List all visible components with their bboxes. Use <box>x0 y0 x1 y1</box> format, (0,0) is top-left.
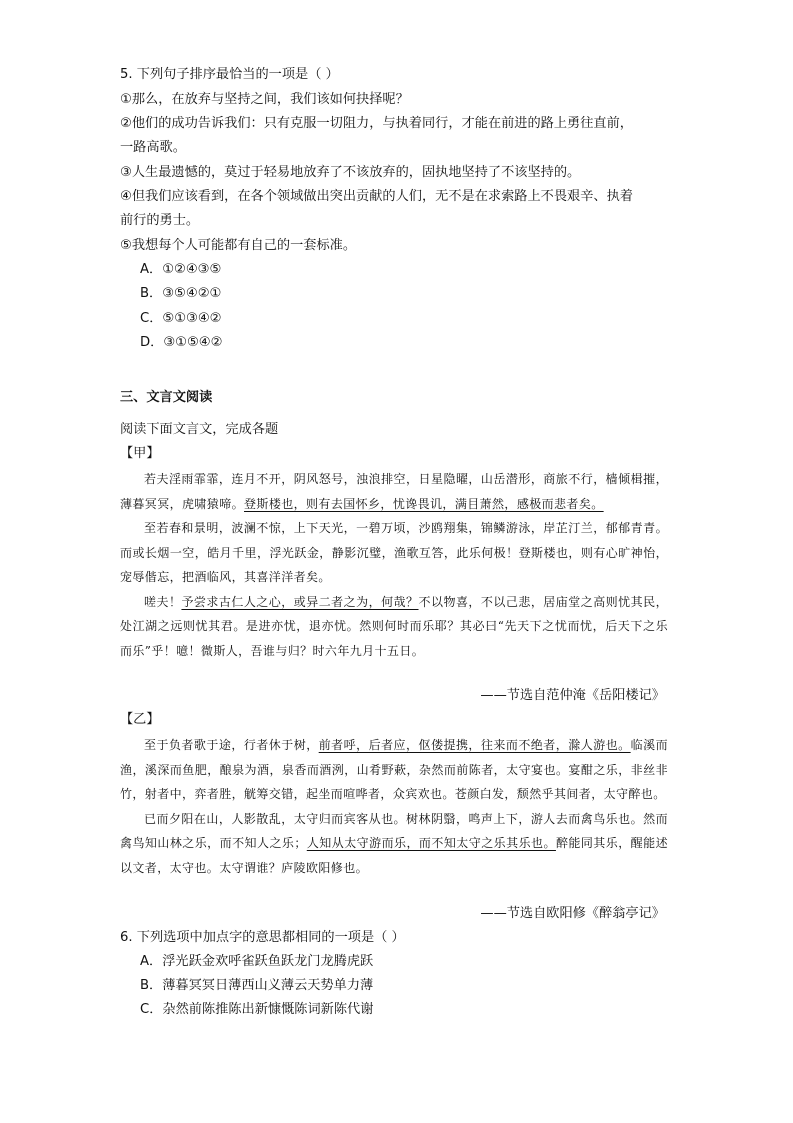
jia-paragraph-1 <box>120 467 668 516</box>
jia-paragraph-2: 至若春和景明，波澜不惊，上下天光，一碧万顷，沙鸥翔集，锦鳞游泳，岸芷汀兰，郁郁青青。而或长烟一空，皓月千里，浮光跃金，静影沉璧，渔歌互答，此乐何极！登斯楼也，则有心旷神怡，宠辱偕忘，把酒临风，其喜洋洋者矣。 <box>120 521 668 584</box>
yi-p2-text-b: 醉能同其乐，醒能述以文者，太守也。太守谓谁？庐陵欧阳修也。 <box>120 836 668 875</box>
yi-source: ——节选自欧阳修《醉翁亭记》 <box>480 906 665 921</box>
yi-p1-underlined: 前者呼，后者应，伛偻提携，往来而不绝者，滁人游也。 <box>318 738 631 752</box>
passage-jia <box>120 467 668 663</box>
q6-option-c[interactable]: C．杂然前陈推陈出新慷慨陈词新陈代谢 <box>140 1002 374 1017</box>
q5-sentence-1: ①那么，在放弃与坚持之间，我们该如何抉择呢？ <box>120 92 409 107</box>
q5-sentence-5: ⑤我想每个人可能都有自己的一套标准。 <box>120 238 357 253</box>
yi-p1-text-b: 临溪而渔，溪深而鱼肥，酿泉为酒，泉香而酒洌，山肴野蔌，杂然而前陈者，太守宴也。宴酣之乐，非丝非竹，射者中，弈者胜，觥筹交错，起坐而喧哗者，众宾欢也。苍颜白发，颓然乎其间者，太守醉也。 <box>120 738 668 801</box>
q5-sentence-2a: ②他们的成功告诉我们：只有克服一切阻力，与执着同行，才能在前进的路上勇往直前， <box>120 116 633 131</box>
q5-option-a[interactable]: A．①②④③⑤ <box>140 262 222 277</box>
jia-p3-underlined: 予尝求古仁人之心，或异二者之为，何哉？ <box>181 594 419 609</box>
passage-yi-label: 【乙】 <box>120 712 160 727</box>
yi-paragraph-2 <box>120 807 668 881</box>
jia-p1-text: 若夫淫雨霏霏，连月不开，阴风怒号，浊浪排空，日星隐曜，山岳潜形，商旅不行，樯倾楫摧，薄暮冥冥，虎啸猿啼。 <box>120 472 668 511</box>
yi-p2-text-a: 已而夕阳在山，人影散乱，太守归而宾客从也。树林阴翳，鸣声上下，游人去而禽鸟乐也。然而禽鸟知山林之乐，而不知人之乐； <box>120 811 668 850</box>
yi-p2-underlined: 人知从太守游而乐，而不知太守之乐其乐也。 <box>306 836 556 850</box>
jia-paragraph-3 <box>120 590 668 664</box>
jia-p3-text-a: 嗟夫！ <box>144 594 182 609</box>
q5-sentence-4a: ④但我们应该看到，在各个领域做出突出贡献的人们，无不是在求索路上不畏艰辛、执着 <box>120 189 633 204</box>
q6-stem: 6. 下列选项中加点字的意思都相同的一项是（ ） <box>120 930 405 945</box>
passage-yi <box>120 733 668 880</box>
yi-p1-text-a: 至于负者歌于途，行者休于树， <box>144 738 319 752</box>
jia-p3-text-b: 不以物喜，不以己悲，居庙堂之高则忧其民，处江湖之远则忧其君。是进亦忧，退亦忧。然则何时而乐耶？其必曰“先天下之忧而忧，后天下之乐而乐”乎！噫！微斯人，吾谁与归？时六年九月十五日。 <box>120 594 668 658</box>
section-title: 三、文言文阅读 <box>120 390 213 405</box>
q6-option-b[interactable]: B．薄暮冥冥日薄西山义薄云天势单力薄 <box>140 978 374 993</box>
q5-stem: 5. 下列句子排序最恰当的一项是（ ） <box>120 67 339 82</box>
passage-jia-label: 【甲】 <box>120 446 160 461</box>
q6-option-a[interactable]: A．浮光跃金欢呼雀跃鱼跃龙门龙腾虎跃 <box>140 954 374 969</box>
q5-option-b[interactable]: B．③⑤④②① <box>140 286 222 301</box>
section-instruction: 阅读下面文言文，完成各题 <box>120 422 279 437</box>
q5-sentence-2b: 一路高歌。 <box>120 140 186 155</box>
jia-source: ——节选自范仲淹《岳阳楼记》 <box>480 688 665 703</box>
q5-option-c[interactable]: C．⑤①③④② <box>140 311 222 326</box>
jia-p1-underlined: 登斯楼也，则有去国怀乡，忧谗畏讥，满目萧然，感极而悲者矣。 <box>244 496 604 511</box>
q5-sentence-3: ③人生最遗憾的，莫过于轻易地放弃了不该放弃的，固执地坚持了不该坚持的。 <box>120 165 581 180</box>
yi-paragraph-1 <box>120 733 668 807</box>
q5-sentence-4b: 前行的勇士。 <box>120 213 200 228</box>
q5-option-d[interactable]: D．③①⑤④② <box>140 335 223 350</box>
